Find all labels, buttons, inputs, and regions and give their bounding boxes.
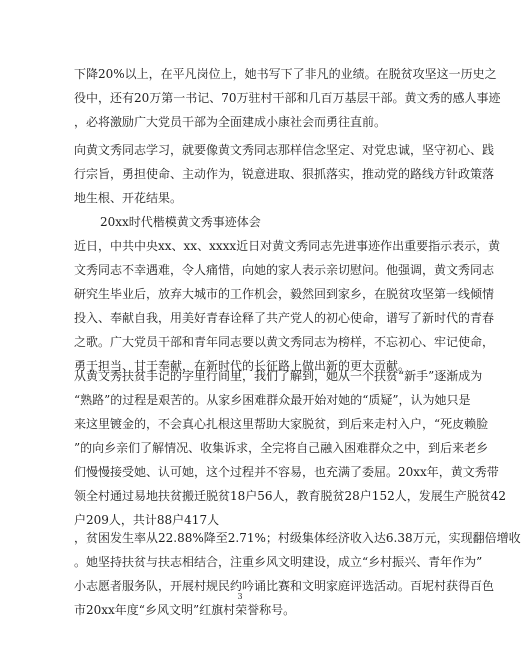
paragraph-5 xyxy=(74,526,521,622)
paragraph-1 xyxy=(74,62,501,134)
text-line: 小志愿者服务队，开展村规民约吟诵比赛和文明家庭评选活动。百坭村获得百色 xyxy=(74,579,495,593)
text-line: ”的向乡亲们了解情况、收集诉求，全完将自己融入困难群众之中，到后来老乡 xyxy=(74,441,489,455)
text-line: 来这里镀金的，不会真心扎根这里帮助大家脱贫，到后来走村入户，“死皮赖脸 xyxy=(74,417,489,431)
text-line: 行宗旨，勇担使命、主动作为，锐意进取、狠抓落实，推动党的路线方针政策落 xyxy=(74,167,495,181)
text-line: 户209人，共计88户417人 xyxy=(74,513,220,527)
paragraph-4 xyxy=(74,364,506,532)
text-line: 下降20%以上，在平凡岗位上，她书写下了非凡的业绩。在脱贫攻坚这一历史之 xyxy=(74,67,497,81)
page-number: 3 xyxy=(237,592,243,601)
text-line: 们慢慢接受她、认可她，这个过程并不容易，也充满了委屈。20xx年，黄文秀带 xyxy=(74,465,499,479)
text-line: ，贫困发生率从22.88%降至2.71%；村级集体经济收入达6.38万元，实现翻倍增收 xyxy=(74,531,521,545)
paragraph-3 xyxy=(74,234,501,378)
text-line: ，必将激励广大党员干部为全面建成小康社会而勇往直前。 xyxy=(74,115,387,129)
text-line: 领全村通过易地扶贫搬迁脱贫18户56人，教育脱贫28户152人，发展生产脱贫42 xyxy=(74,489,506,503)
text-line: 研究生毕业后，放弃大城市的工作机会，毅然回到家乡，在脱贫攻坚第一线倾情 xyxy=(74,287,495,301)
text-line: 役中，还有20万第一书记、70万驻村干部和几百万基层干部。黄文秀的感人事迹 xyxy=(74,91,501,105)
text-line: 之歌。广大党员干部和青年同志要以黄文秀同志为榜样，不忘初心、牢记使命， xyxy=(74,335,495,349)
text-line: 从黄文秀扶贫手记的字里行间里，我们了解到，她从一个扶贫“新手”逐渐成为 xyxy=(74,369,483,383)
text-line: 地生根、开花结果。 xyxy=(74,191,183,205)
text-line: 勇于担当、甘于奉献，在新时代的长征路上做出新的更大贡献。 xyxy=(74,359,411,373)
text-line: 近日，中共中央xx、xx、xxxx近日对黄文秀同志先进事迹作出重要指示表示，黄 xyxy=(74,239,501,253)
text-line: 市20xx年度“乡风文明”红旗村荣誉称号。 xyxy=(74,603,296,617)
text-line: 文秀同志不幸遇难，令人痛惜，向她的家人表示亲切慰问。他强调，黄文秀同志 xyxy=(74,263,495,277)
text-line: 向黄文秀同志学习，就要像黄文秀同志那样信念坚定、对党忠诚，坚守初心、践 xyxy=(74,143,495,157)
text-line: “熟路”的过程是艰苦的。从家乡困难群众最开始对她的“质疑”，认为她只是 xyxy=(74,393,471,407)
text-line: 。她坚持扶贫与扶志相结合，注重乡风文明建设，成立“乡村振兴、青年作为” xyxy=(74,555,483,569)
section-heading: 20xx时代楷模黄文秀事迹体会 xyxy=(100,215,261,229)
text-line: 投入、奉献自我，用美好青春诠释了共产党人的初心使命，谱写了新时代的青春 xyxy=(74,311,495,325)
paragraph-2 xyxy=(74,138,495,210)
